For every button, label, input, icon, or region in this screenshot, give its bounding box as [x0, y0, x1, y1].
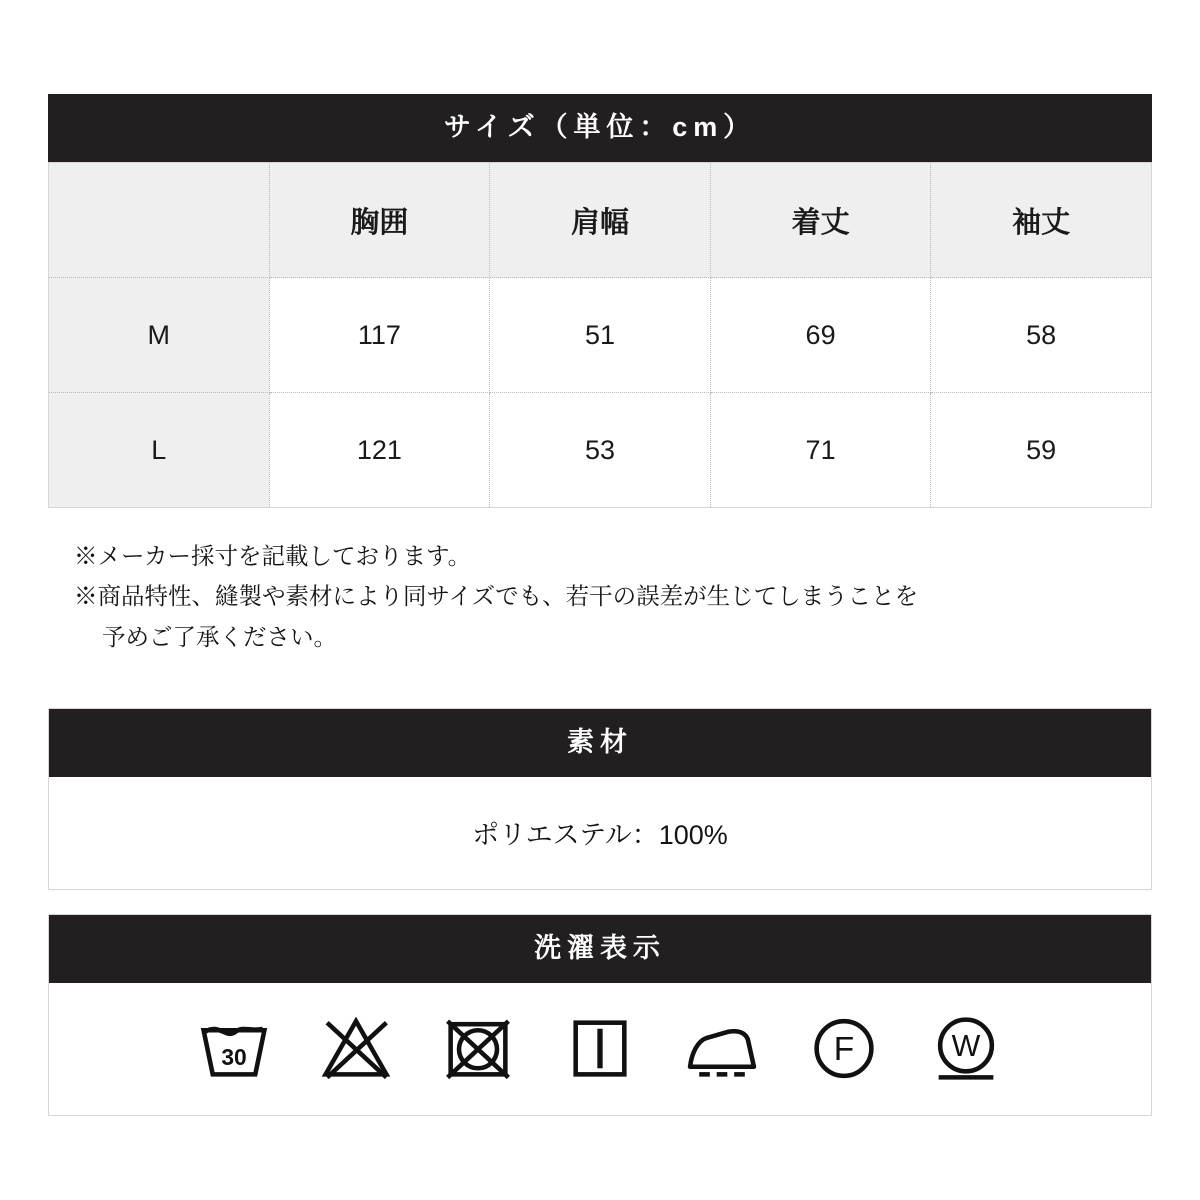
- table-row: [49, 393, 1152, 508]
- wash-30-icon: [196, 1009, 272, 1085]
- wash-icon-row: [49, 983, 1151, 1115]
- size-section: [48, 94, 1152, 508]
- material-section-title: 素材: [49, 709, 1151, 777]
- material-section: [48, 708, 1152, 890]
- material-value: ポリエステル：100%: [49, 777, 1151, 889]
- size-note-2: ※商品特性、縫製や素材により同サイズでも、若干の誤差が生じてしまうことを: [74, 583, 919, 610]
- size-row-label-m: M: [49, 278, 270, 393]
- no-bleach-icon: [318, 1009, 394, 1085]
- svg-text:W: W: [951, 1029, 981, 1064]
- size-table-col-bust: 胸囲: [269, 163, 490, 278]
- size-table-col-length: 着丈: [710, 163, 931, 278]
- size-l-bust: 121: [269, 393, 490, 508]
- size-m-length: 69: [710, 278, 931, 393]
- size-table: [48, 162, 1152, 508]
- size-m-shoulder: 51: [490, 278, 711, 393]
- size-m-bust: 117: [269, 278, 490, 393]
- size-m-sleeve: 58: [931, 278, 1152, 393]
- iron-low-icon: [684, 1009, 760, 1085]
- table-header-row: [49, 163, 1152, 278]
- size-table-corner-cell: [49, 163, 270, 278]
- size-note-3: 予めご了承ください。: [102, 623, 337, 650]
- size-section-title: サイズ（単位：cm）: [48, 94, 1152, 162]
- wash-section-title: 洗濯表示: [49, 915, 1151, 983]
- size-table-col-shoulder: 肩幅: [490, 163, 711, 278]
- size-notes: [74, 536, 1134, 657]
- drip-dry-hang-icon: [562, 1009, 638, 1085]
- svg-text:30: 30: [221, 1044, 247, 1071]
- size-l-length: 71: [710, 393, 931, 508]
- size-note-1: ※メーカー採寸を記載しております。: [74, 543, 472, 569]
- size-table-col-sleeve: 袖丈: [931, 163, 1152, 278]
- dry-clean-f-icon: [806, 1009, 882, 1085]
- wash-section: [48, 914, 1152, 1116]
- no-tumble-dry-icon: [440, 1009, 516, 1085]
- table-row: [49, 278, 1152, 393]
- size-l-shoulder: 53: [490, 393, 711, 508]
- svg-text:F: F: [833, 1030, 855, 1068]
- size-l-sleeve: 59: [931, 393, 1152, 508]
- wet-clean-w-icon: [928, 1009, 1004, 1085]
- size-row-label-l: L: [49, 393, 270, 508]
